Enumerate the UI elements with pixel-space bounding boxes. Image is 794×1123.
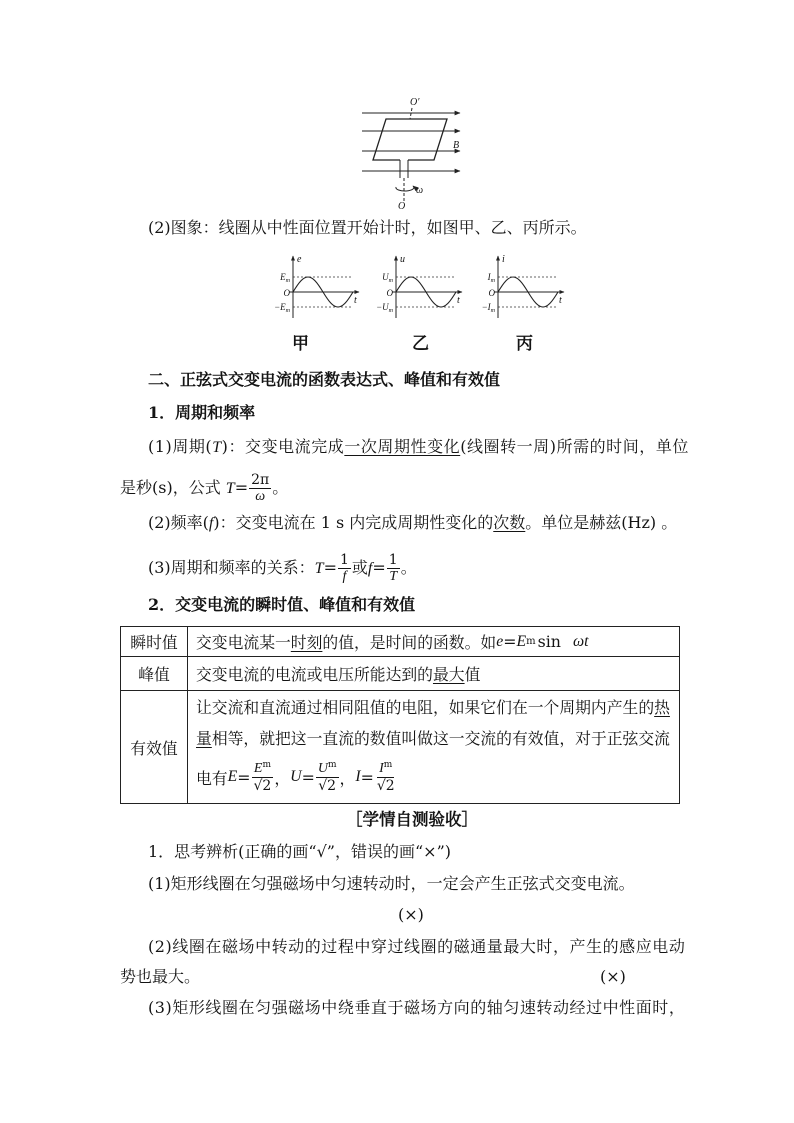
fraction-denominator: T [389,569,398,584]
effective-fraction-e [252,760,274,794]
omega-label-text: ω [416,185,424,196]
y-axis-label-text: u [400,254,405,265]
math-var: ωt [572,632,589,650]
field-label [453,140,459,151]
relation-fraction-1 [338,552,351,585]
frequency-definition [148,512,677,535]
question-item-3: (3)矩形线圈在匀强磁场中绕垂直于磁场方向的轴匀速转动经过中性面时， [148,998,686,1017]
text-segment: (2)频率( [148,513,209,532]
fraction-denominator: √2 [376,778,395,794]
fraction-numerator: 1 [388,552,398,568]
text-segment: 。单位是赫兹(Hz) 。 [525,513,678,532]
math-eq: = [237,767,251,787]
effective-fraction-i [375,760,397,794]
relation-fraction-2 [387,552,400,585]
x-axis-label [457,295,460,306]
fraction-numerator [316,760,339,778]
numerator-var: U [317,761,328,776]
text-segment: 相等，就把这一直流的数值叫做这一交流的有效值，对于正弦交流 [211,729,670,748]
fraction-denominator: √2 [318,778,337,794]
graph-e-t [271,252,366,320]
y-axis-label-text: e [297,254,302,265]
math-eq: = [360,767,374,787]
separator: ， [339,768,356,788]
x-axis-label [559,295,562,306]
trough-label-sub: m [388,308,393,314]
math-subscript: m [526,636,536,647]
trough-label [376,302,394,314]
trough-label-sub: m [490,308,495,314]
section-heading: 二、正弦式交变电流的函数表达式、峰值和有效值 [148,370,501,389]
origin-label-text: O [386,288,393,298]
y-axis-label-text: i [502,254,505,265]
peak-label-main: I [487,272,491,282]
question-item-1: (1)矩形线圈在匀强磁场中匀速转动时，一定会产生正弦式交变电流。 [148,874,635,893]
text-segment: 让交流和直流通过相同阻值的电阻，如果它们在一个周期内产生的 [196,698,655,717]
question-item-2-line1: (2)线圈在磁场中转动的过程中穿过线圈的磁通量最大时，产生的感应电动 [148,937,686,956]
graph-caption-jia: 甲 [292,334,309,354]
x-axis-label-text: t [457,295,460,306]
graph-u-t [374,252,469,320]
peak-label-sub: m [388,278,393,284]
effective-line1 [196,693,673,723]
origin-label-text: O [283,288,290,298]
axis-top-label [410,97,420,108]
peak-label-sub: m [490,278,495,284]
y-axis-label [502,254,505,265]
table-desc-peak [188,657,679,691]
period-frequency-relation [148,552,417,585]
table-term-peak: 峰值 [121,657,188,691]
x-axis-label [354,295,357,306]
period-definition-line1 [148,436,689,459]
question-title: 1．思考辨析(正确的画“√”，错误的画“×”) [148,842,451,861]
origin-label [489,288,496,298]
fraction-denominator: ω [255,489,266,504]
peak-label-main: E [280,272,286,282]
text-segment: (3)周期和频率的关系： [148,558,315,577]
axis-top-label-text: O′ [410,97,420,108]
graph-note: (2)图象：线圈从中性面位置开始计时，如图甲、乙、丙所示。 [148,218,587,237]
values-table [120,626,680,804]
table-desc-instant [188,627,679,657]
math-var: T [314,560,324,577]
math-var: f [208,515,214,532]
text-segment: 值 [464,665,481,684]
trough-label [274,302,291,314]
question-item-2-line2: 势也最大。 [120,967,201,986]
numerator-sup: m [262,760,271,770]
peak-label-main: U [382,272,389,282]
coil-outline [373,119,447,160]
peak-label [382,272,394,284]
text-segment: )：交变电流完成 [221,437,345,456]
effective-line2 [196,723,673,755]
underlined-keyword: 量 [196,729,212,748]
x-axis-label-text: t [354,295,357,306]
subheading-period-frequency: 1．周期和频率 [148,403,256,422]
math-eq: = [372,558,386,577]
answer-item-1: (×) [398,905,424,924]
underlined-keyword: 次数 [493,513,526,532]
trough-label-sub: m [285,308,290,314]
numerator-var: I [379,761,384,776]
effective-line3 [196,755,673,799]
math-var: e [496,632,504,650]
peak-label [487,272,496,284]
origin-label [284,288,291,298]
math-var: I [355,768,361,785]
text-segment: (1)周期( [148,437,213,456]
text-segment: 。 [400,558,417,577]
text-segment: )：交变电流在 1 s 内完成周期性变化的 [213,513,494,532]
math-eq: = [323,558,337,577]
fraction-denominator: √2 [253,778,272,794]
table-term-instant: 瞬时值 [121,627,188,657]
period-definition-line2 [120,472,288,505]
numerator-var: E [253,761,263,776]
y-axis-label [297,254,302,265]
math-eq: = [301,767,315,787]
fraction-numerator [252,760,273,778]
fraction-numerator: 1 [339,552,349,568]
text-segment: 。 [272,478,289,497]
graph-i-t [476,252,571,320]
table-term-effective: 有效值 [121,691,188,803]
fraction-numerator: 2π [251,472,270,488]
math-var: U [290,768,302,785]
underlined-keyword: 热 [654,698,670,717]
trough-label [482,302,496,314]
rotating-coil-figure [350,95,475,213]
text-segment: 交变电流的电流或电压所能达到的 [196,665,433,684]
text-segment: 的值，是时间的函数。如 [322,633,497,652]
math-var: T [212,439,222,456]
underlined-keyword: 一次周期性变化 [344,437,461,456]
numerator-sup: m [383,760,393,770]
math-eq: = [234,478,249,497]
math-var: f [367,560,373,577]
self-check-banner: ［学情自测验收］ [346,810,478,829]
text-segment: (线圈转一周)所需的时间，单位 [460,437,689,456]
text-segment: 电有 [196,768,228,788]
graph-caption-bing: 丙 [516,334,533,354]
text-segment: 是秒(s)，公式 [120,478,226,497]
table-desc-effective [188,691,679,803]
period-fraction [249,472,271,505]
math-eq: = [503,632,517,651]
origin-label [387,288,394,298]
math-var: E [516,632,527,650]
omega-label [416,185,423,196]
separator: ， [274,768,291,788]
graph-caption-yi: 乙 [412,334,429,354]
fraction-numerator [377,760,394,778]
peak-label-sub: m [285,278,290,284]
y-axis-label [400,254,405,265]
fraction-denominator: f [342,569,347,584]
trough-label-main: −I [481,302,491,312]
origin-label-text: O [488,288,495,298]
text-segment: 或 [351,558,368,577]
field-label-text: B [453,140,460,151]
text-segment: 交变电流某一 [196,633,291,652]
underlined-keyword: 时刻 [290,633,323,652]
math-var: E [227,768,238,785]
subheading-values: 2．交变电流的瞬时值、峰值和有效值 [148,595,416,614]
axis-bottom-label [398,201,405,212]
trough-label-main: −U [376,302,389,312]
rotation-arrow [396,186,414,191]
axis-bottom-label-text: O [398,201,406,212]
answer-item-2: (×) [600,967,626,986]
peak-label [279,272,291,284]
math-var: T [225,480,235,497]
trough-label-main: −E [274,302,286,312]
x-axis-label-text: t [559,295,562,306]
underlined-keyword: 最大 [432,665,465,684]
math-func: sin [537,632,561,651]
effective-fraction-u [316,760,339,794]
numerator-sup: m [327,760,337,770]
